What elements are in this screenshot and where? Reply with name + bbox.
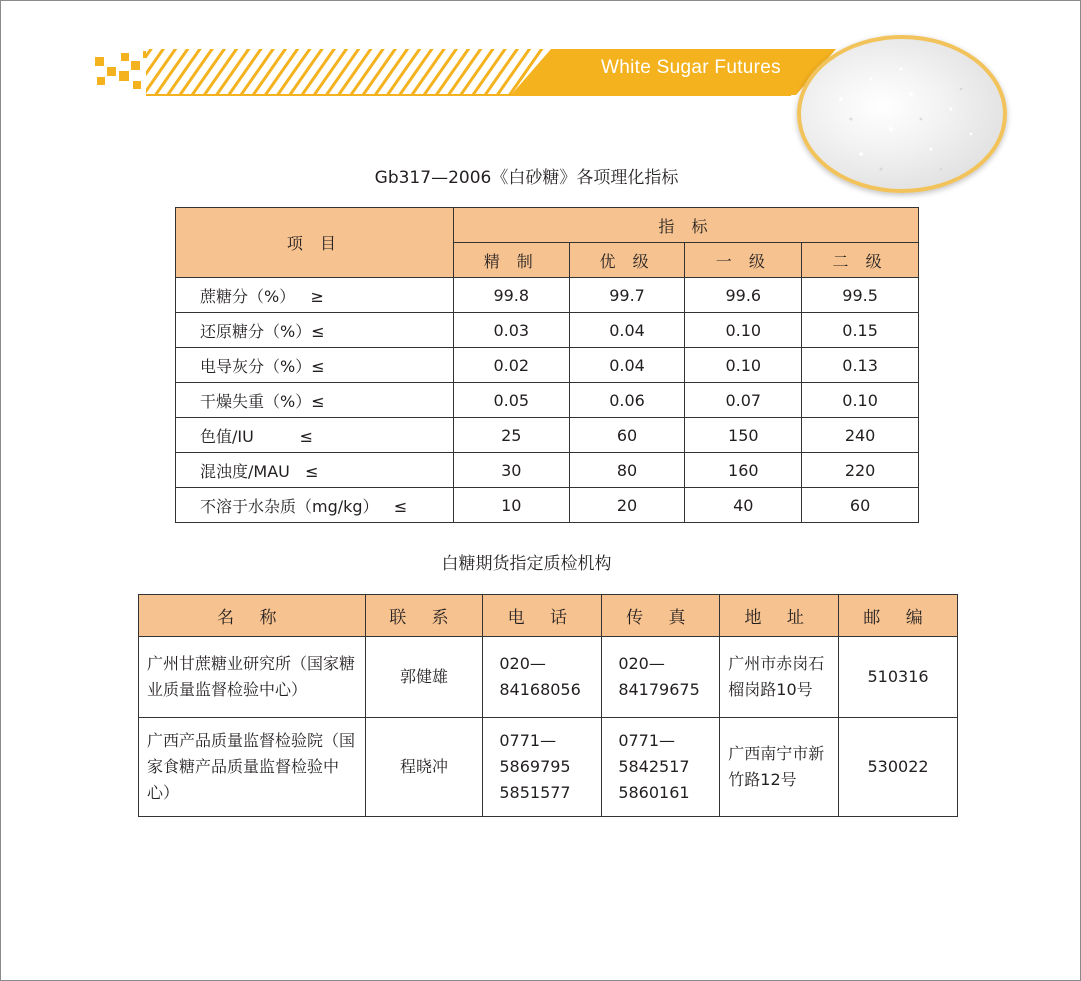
spec-value: 160 — [685, 453, 802, 488]
spec-header-group: 指 标 — [453, 208, 918, 243]
inst-header: 传 真 — [602, 595, 720, 637]
spec-value: 0.15 — [802, 313, 919, 348]
inst-address: 广西南宁市新竹路12号 — [720, 718, 839, 817]
inst-address: 广州市赤岗石榴岗路10号 — [720, 637, 839, 718]
spec-value: 99.6 — [685, 278, 802, 313]
spec-value: 30 — [453, 453, 569, 488]
spec-grade-header: 一 级 — [685, 243, 802, 278]
phone-line: 5851577 — [499, 783, 571, 802]
inst-table-title: 白糖期货指定质检机构 — [441, 554, 612, 574]
spec-item: 色值/IU ≤ — [176, 418, 454, 453]
spec-value: 0.10 — [802, 383, 919, 418]
spec-value: 240 — [802, 418, 919, 453]
spec-item: 电导灰分（%）≤ — [176, 348, 454, 383]
spec-table — [175, 207, 919, 523]
inst-postcode: 510316 — [839, 637, 958, 718]
spec-value: 0.03 — [453, 313, 569, 348]
fax-line: 020— — [618, 654, 665, 673]
inst-contact: 程晓冲 — [365, 718, 483, 817]
inst-phone — [483, 637, 602, 718]
spec-value: 60 — [802, 488, 919, 523]
spec-value: 10 — [453, 488, 569, 523]
spec-item: 还原糖分（%）≤ — [176, 313, 454, 348]
table-row — [176, 453, 919, 488]
header-banner — [91, 45, 851, 99]
spec-value: 0.02 — [453, 348, 569, 383]
inst-postcode: 530022 — [839, 718, 958, 817]
table-row — [139, 637, 958, 718]
inst-header: 名 称 — [139, 595, 366, 637]
spec-item: 混浊度/MAU ≤ — [176, 453, 454, 488]
inst-fax — [602, 637, 720, 718]
spec-value: 0.04 — [569, 348, 685, 383]
table-row — [176, 348, 919, 383]
spec-value: 99.8 — [453, 278, 569, 313]
spec-grade-header: 二 级 — [802, 243, 919, 278]
spec-value: 0.10 — [685, 313, 802, 348]
table-row — [176, 418, 919, 453]
spec-table-title: Gb317—2006《白砂糖》各项理化指标 — [374, 168, 679, 188]
phone-line: 84168056 — [499, 680, 581, 699]
spec-grade-header: 精 制 — [453, 243, 569, 278]
spec-value: 40 — [685, 488, 802, 523]
spec-item: 干燥失重（%）≤ — [176, 383, 454, 418]
table-row — [176, 488, 919, 523]
inst-header: 联 系 — [365, 595, 483, 637]
table-row — [176, 313, 919, 348]
phone-line: 5869795 — [499, 757, 571, 776]
spec-value: 99.5 — [802, 278, 919, 313]
fax-line: 0771— — [618, 731, 676, 750]
spec-value: 0.05 — [453, 383, 569, 418]
inst-phone — [483, 718, 602, 817]
phone-line: 0771— — [499, 731, 557, 750]
spec-header-item: 项 目 — [176, 208, 454, 278]
table-row — [139, 718, 958, 817]
fax-line: 5842517 — [618, 757, 690, 776]
table-row — [176, 278, 919, 313]
fax-line: 84179675 — [618, 680, 700, 699]
inst-fax — [602, 718, 720, 817]
spec-value: 20 — [569, 488, 685, 523]
inst-header: 地 址 — [720, 595, 839, 637]
spec-value: 220 — [802, 453, 919, 488]
spec-grade-header: 优 级 — [569, 243, 685, 278]
spec-value: 80 — [569, 453, 685, 488]
spec-value: 0.07 — [685, 383, 802, 418]
spec-value: 25 — [453, 418, 569, 453]
banner-title: White Sugar Futures — [601, 57, 781, 78]
inst-name: 广西产品质量监督检验院（国家食糖产品质量监督检验中心） — [139, 718, 366, 817]
inst-name: 广州甘蔗糖业研究所（国家糖业质量监督检验中心） — [139, 637, 366, 718]
table-row — [176, 383, 919, 418]
spec-value: 0.13 — [802, 348, 919, 383]
inst-table — [138, 594, 958, 817]
spec-item: 不溶于水杂质（mg/kg） ≤ — [176, 488, 454, 523]
inst-contact: 郭健雄 — [365, 637, 483, 718]
spec-value: 99.7 — [569, 278, 685, 313]
inst-header: 邮 编 — [839, 595, 958, 637]
phone-line: 020— — [499, 654, 546, 673]
spec-value: 0.06 — [569, 383, 685, 418]
spec-item: 蔗糖分（%） ≥ — [176, 278, 454, 313]
spec-value: 60 — [569, 418, 685, 453]
spec-value: 150 — [685, 418, 802, 453]
fax-line: 5860161 — [618, 783, 690, 802]
inst-header: 电 话 — [483, 595, 602, 637]
spec-value: 0.10 — [685, 348, 802, 383]
spec-value: 0.04 — [569, 313, 685, 348]
